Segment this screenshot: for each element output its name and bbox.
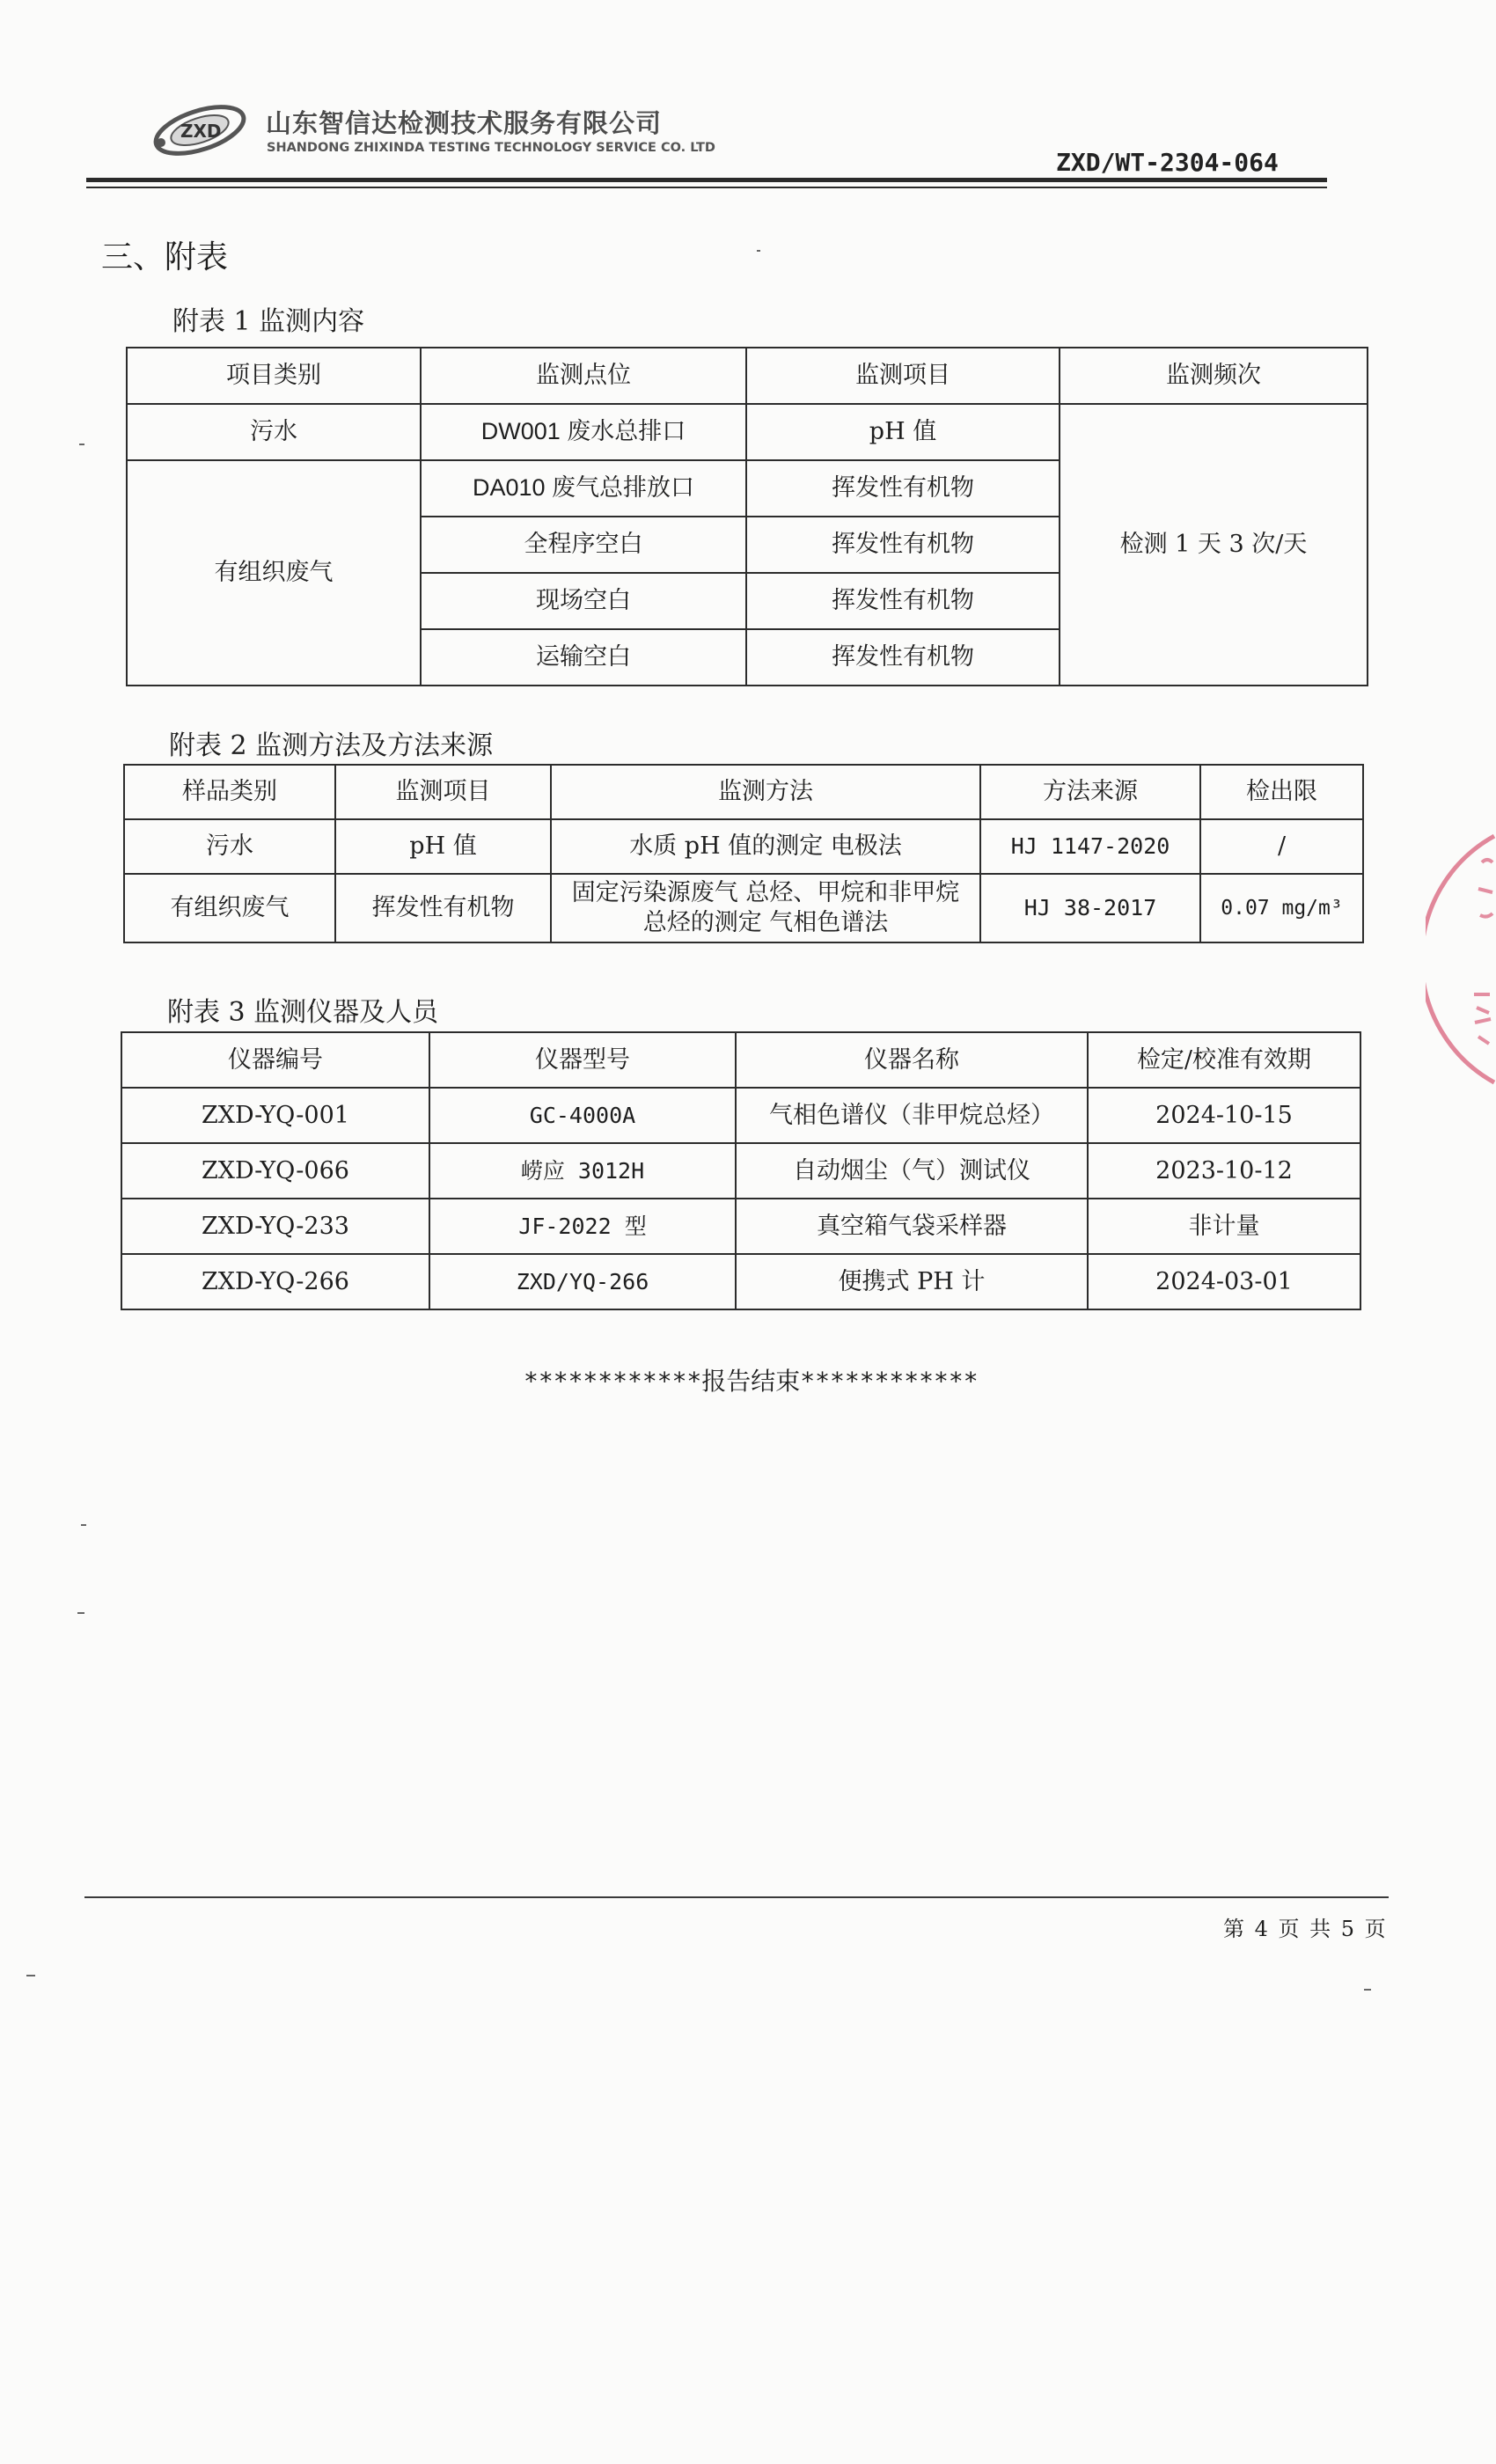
item-cell: pH 值	[746, 404, 1060, 460]
point-cell: 全程序空白	[421, 517, 746, 573]
instrument-name-cell: 便携式 PH 计	[736, 1254, 1088, 1309]
table-row	[121, 1199, 1360, 1254]
item-cell: pH 值	[335, 819, 551, 874]
report-number: ZXD/WT-2304-064	[1056, 148, 1279, 177]
instrument-model-cell: 崂应 3012H	[429, 1143, 736, 1199]
table2-caption: 附表 2 监测方法及方法来源	[169, 730, 494, 761]
table-header-row	[127, 348, 1368, 404]
footer-divider	[84, 1896, 1389, 1898]
frequency-cell: 检测 1 天 3 次/天	[1060, 404, 1368, 686]
item-cell: 挥发性有机物	[746, 573, 1060, 629]
scan-speck	[79, 444, 84, 445]
table-row	[121, 1143, 1360, 1199]
category-cell: 污水	[124, 819, 335, 874]
scan-speck	[77, 1612, 84, 1614]
company-logo-icon	[145, 99, 251, 160]
table-row	[121, 1254, 1360, 1309]
table3-caption: 附表 3 监测仪器及人员	[167, 997, 439, 1028]
limit-cell: /	[1200, 819, 1363, 874]
instrument-model-cell: GC-4000A	[429, 1088, 736, 1143]
point-cell: DW001 废水总排口	[421, 404, 746, 460]
category-cell: 污水	[127, 404, 421, 460]
instrument-id-cell: ZXD-YQ-233	[121, 1199, 429, 1254]
header-divider-thick	[86, 178, 1327, 182]
instrument-id-cell: ZXD-YQ-266	[121, 1254, 429, 1309]
instrument-model-cell: ZXD/YQ-266	[429, 1254, 736, 1309]
instrument-name-cell: 气相色谱仪（非甲烷总烃）	[736, 1088, 1088, 1143]
table-row	[124, 874, 1363, 942]
header-divider-thin	[86, 187, 1327, 188]
point-cell: 运输空白	[421, 629, 746, 686]
report-end-marker: ************报告结束************	[524, 1367, 979, 1396]
instrument-name-cell: 真空箱气袋采样器	[736, 1199, 1088, 1254]
table-header-cell: 仪器编号	[121, 1032, 429, 1088]
table-header-cell: 监测频次	[1060, 348, 1368, 404]
table-header-cell: 监测方法	[551, 765, 980, 819]
table-header-row	[121, 1032, 1360, 1088]
source-cell: HJ 38-2017	[980, 874, 1200, 942]
scan-speck	[26, 1975, 35, 1976]
section-title: 三、附表	[101, 239, 229, 275]
method-cell: 水质 pH 值的测定 电极法	[551, 819, 980, 874]
table-header-cell: 仪器名称	[736, 1032, 1088, 1088]
validity-cell: 2024-03-01	[1088, 1254, 1360, 1309]
table-header-row	[124, 765, 1363, 819]
table-header-cell: 检定/校准有效期	[1088, 1032, 1360, 1088]
item-cell: 挥发性有机物	[335, 874, 551, 942]
limit-cell: 0.07 mg/m³	[1200, 874, 1363, 942]
table-row	[124, 819, 1363, 874]
table-header-cell: 监测点位	[421, 348, 746, 404]
source-cell: HJ 1147-2020	[980, 819, 1200, 874]
table-header-cell: 方法来源	[980, 765, 1200, 819]
item-cell: 挥发性有机物	[746, 460, 1060, 517]
monitoring-content-table	[126, 347, 1368, 686]
company-name-en: SHANDONG ZHIXINDA TESTING TECHNOLOGY SERVICE CO. LTD	[267, 141, 715, 155]
instrument-table	[121, 1031, 1361, 1310]
company-name-cn: 山东智信达检测技术服务有限公司	[266, 108, 663, 138]
table-row	[127, 404, 1368, 460]
scan-speck	[757, 250, 760, 252]
table1-caption: 附表 1 监测内容	[172, 306, 365, 337]
scan-speck	[1364, 1989, 1371, 1991]
page-number: 第 4 页 共 5 页	[1223, 1917, 1386, 1941]
category-cell: 有组织废气	[124, 874, 335, 942]
table-header-cell: 监测项目	[746, 348, 1060, 404]
monitoring-method-table	[123, 764, 1364, 943]
validity-cell: 非计量	[1088, 1199, 1360, 1254]
method-cell: 固定污染源废气 总烃、甲烷和非甲烷总烃的测定 气相色谱法	[551, 874, 980, 942]
instrument-model-cell: JF-2022 型	[429, 1199, 736, 1254]
point-cell: 现场空白	[421, 573, 746, 629]
table-row	[121, 1088, 1360, 1143]
table-header-cell: 样品类别	[124, 765, 335, 819]
table-header-cell: 仪器型号	[429, 1032, 736, 1088]
table-header-cell: 检出限	[1200, 765, 1363, 819]
table-header-cell: 项目类别	[127, 348, 421, 404]
item-cell: 挥发性有机物	[746, 517, 1060, 573]
instrument-id-cell: ZXD-YQ-066	[121, 1143, 429, 1199]
logo-text: ZXD	[180, 121, 222, 142]
table-header-cell: 监测项目	[335, 765, 551, 819]
validity-cell: 2023-10-12	[1088, 1143, 1360, 1199]
scan-speck	[81, 1524, 86, 1526]
item-cell: 挥发性有机物	[746, 629, 1060, 686]
instrument-name-cell: 自动烟尘（气）测试仪	[736, 1143, 1088, 1199]
validity-cell: 2024-10-15	[1088, 1088, 1360, 1143]
seal-stamp-icon	[1426, 818, 1496, 1100]
category-cell: 有组织废气	[127, 460, 421, 686]
point-cell: DA010 废气总排放口	[421, 460, 746, 517]
instrument-id-cell: ZXD-YQ-001	[121, 1088, 429, 1143]
